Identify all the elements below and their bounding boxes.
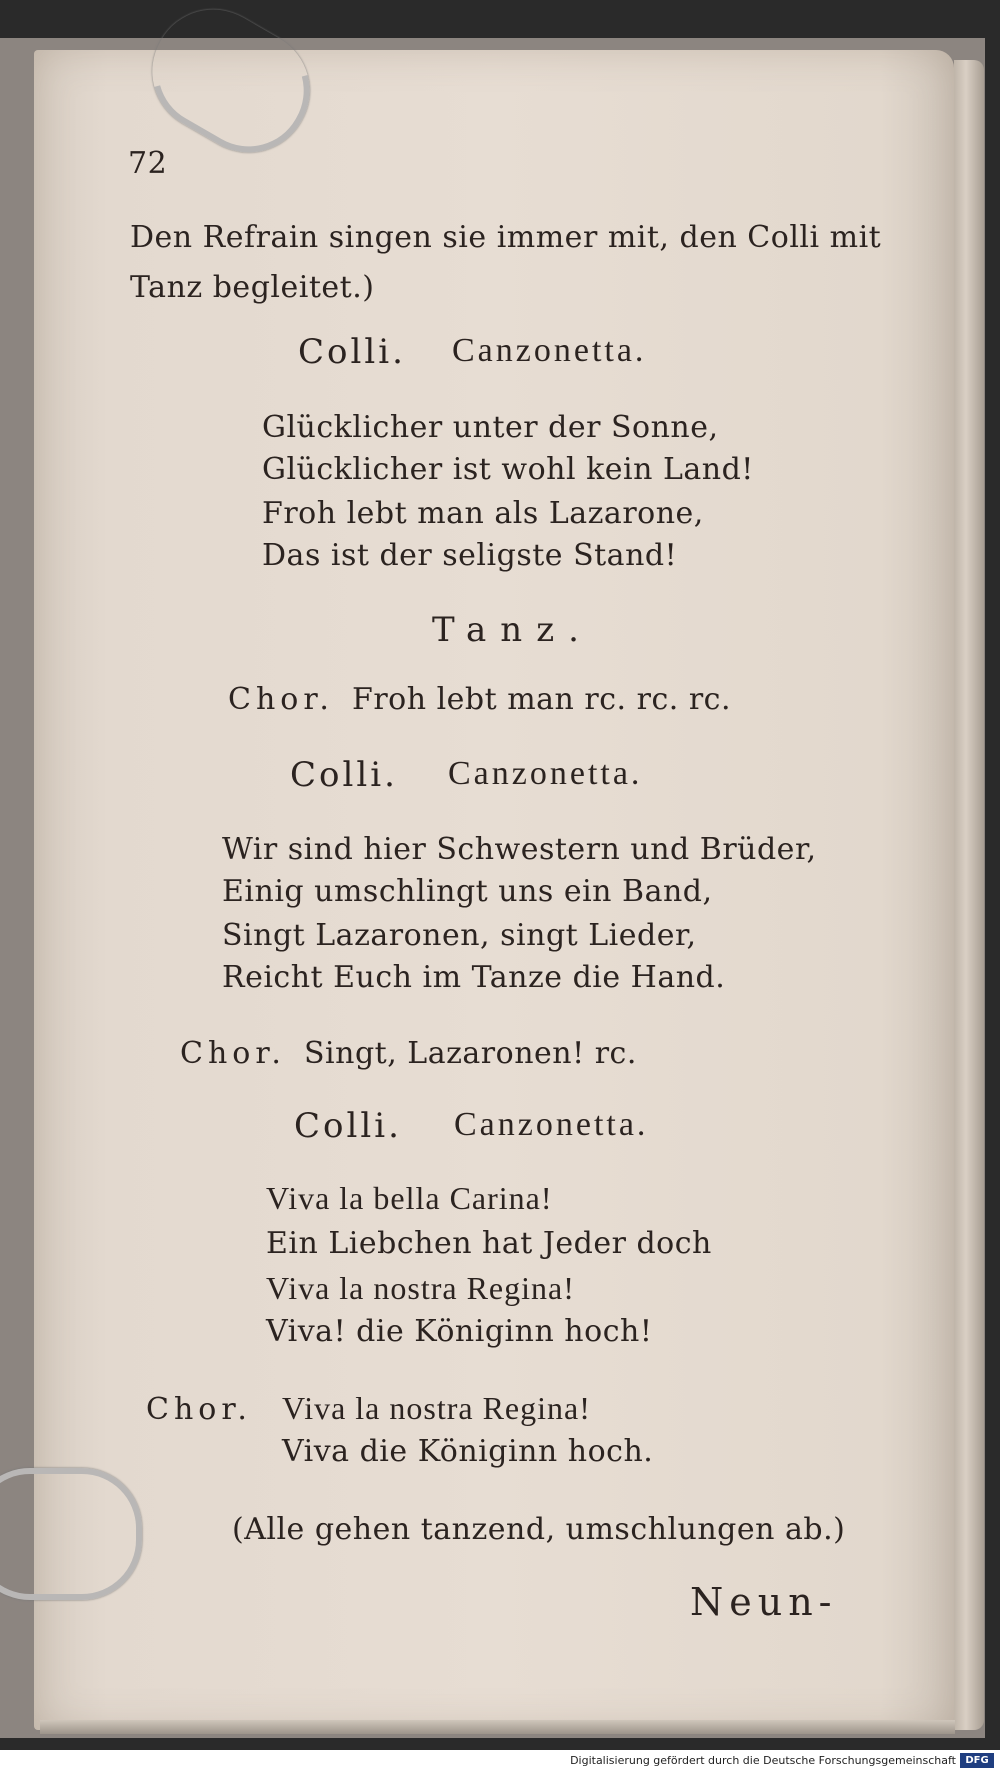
chor3-line-1: Viva la nostra Regina! bbox=[282, 1390, 591, 1426]
closing-stage-direction: (Alle gehen tanzend, umschlungen ab.) bbox=[232, 1512, 846, 1547]
section2-verse-2: Einig umschlingt uns ein Band, bbox=[222, 874, 713, 909]
chor1-text: Froh lebt man rc. rc. rc. bbox=[352, 682, 732, 717]
section1-speaker: Colli. bbox=[298, 332, 406, 372]
section2-speaker: Colli. bbox=[290, 755, 398, 795]
chor3-line-2: Viva die Königinn hoch. bbox=[282, 1434, 654, 1469]
section1-verse-2: Glücklicher ist wohl kein Land! bbox=[262, 452, 754, 487]
page-stack-edge-right bbox=[954, 60, 984, 1730]
section3-verse-4: Viva! die Königinn hoch! bbox=[266, 1314, 653, 1349]
chor3-speaker: Chor. bbox=[146, 1392, 252, 1427]
section3-title: Canzonetta. bbox=[454, 1106, 649, 1143]
chor1-speaker: Chor. bbox=[228, 682, 334, 717]
section3-verse-1: Viva la bella Carina! bbox=[266, 1180, 553, 1216]
tanz-heading: Tanz. bbox=[432, 610, 593, 650]
section1-verse-1: Glücklicher unter der Sonne, bbox=[262, 410, 719, 445]
digitization-footer bbox=[0, 1750, 1000, 1771]
footer-credit: Digitalisierung gefördert durch die Deutsche Forschungsgemeinschaft bbox=[570, 1754, 956, 1767]
section1-verse-4: Das ist der seligste Stand! bbox=[262, 538, 678, 573]
intro-line-2: Tanz begleitet.) bbox=[130, 270, 375, 305]
section2-title: Canzonetta. bbox=[448, 755, 643, 792]
section2-verse-1: Wir sind hier Schwestern und Brüder, bbox=[222, 832, 817, 867]
section1-title: Canzonetta. bbox=[452, 332, 647, 369]
chor2-text: Singt, Lazaronen! rc. bbox=[304, 1036, 637, 1071]
section1-verse-3: Froh lebt man als Lazarone, bbox=[262, 496, 704, 531]
catchword: Neun- bbox=[690, 1580, 838, 1624]
section2-verse-3: Singt Lazaronen, singt Lieder, bbox=[222, 918, 697, 953]
section3-verse-3: Viva la nostra Regina! bbox=[266, 1270, 575, 1306]
section2-verse-4: Reicht Euch im Tanze die Hand. bbox=[222, 960, 726, 995]
section3-speaker: Colli. bbox=[294, 1106, 402, 1146]
dfg-logo: DFG bbox=[960, 1753, 994, 1768]
page-stack-edge-bottom bbox=[40, 1720, 955, 1734]
paper-clip-bottom bbox=[0, 1468, 142, 1600]
page-number: 72 bbox=[128, 146, 168, 181]
chor2-speaker: Chor. bbox=[180, 1036, 286, 1071]
section3-verse-2: Ein Liebchen hat Jeder doch bbox=[266, 1226, 712, 1261]
intro-line-1: Den Refrain singen sie immer mit, den Colli mit bbox=[130, 220, 882, 255]
